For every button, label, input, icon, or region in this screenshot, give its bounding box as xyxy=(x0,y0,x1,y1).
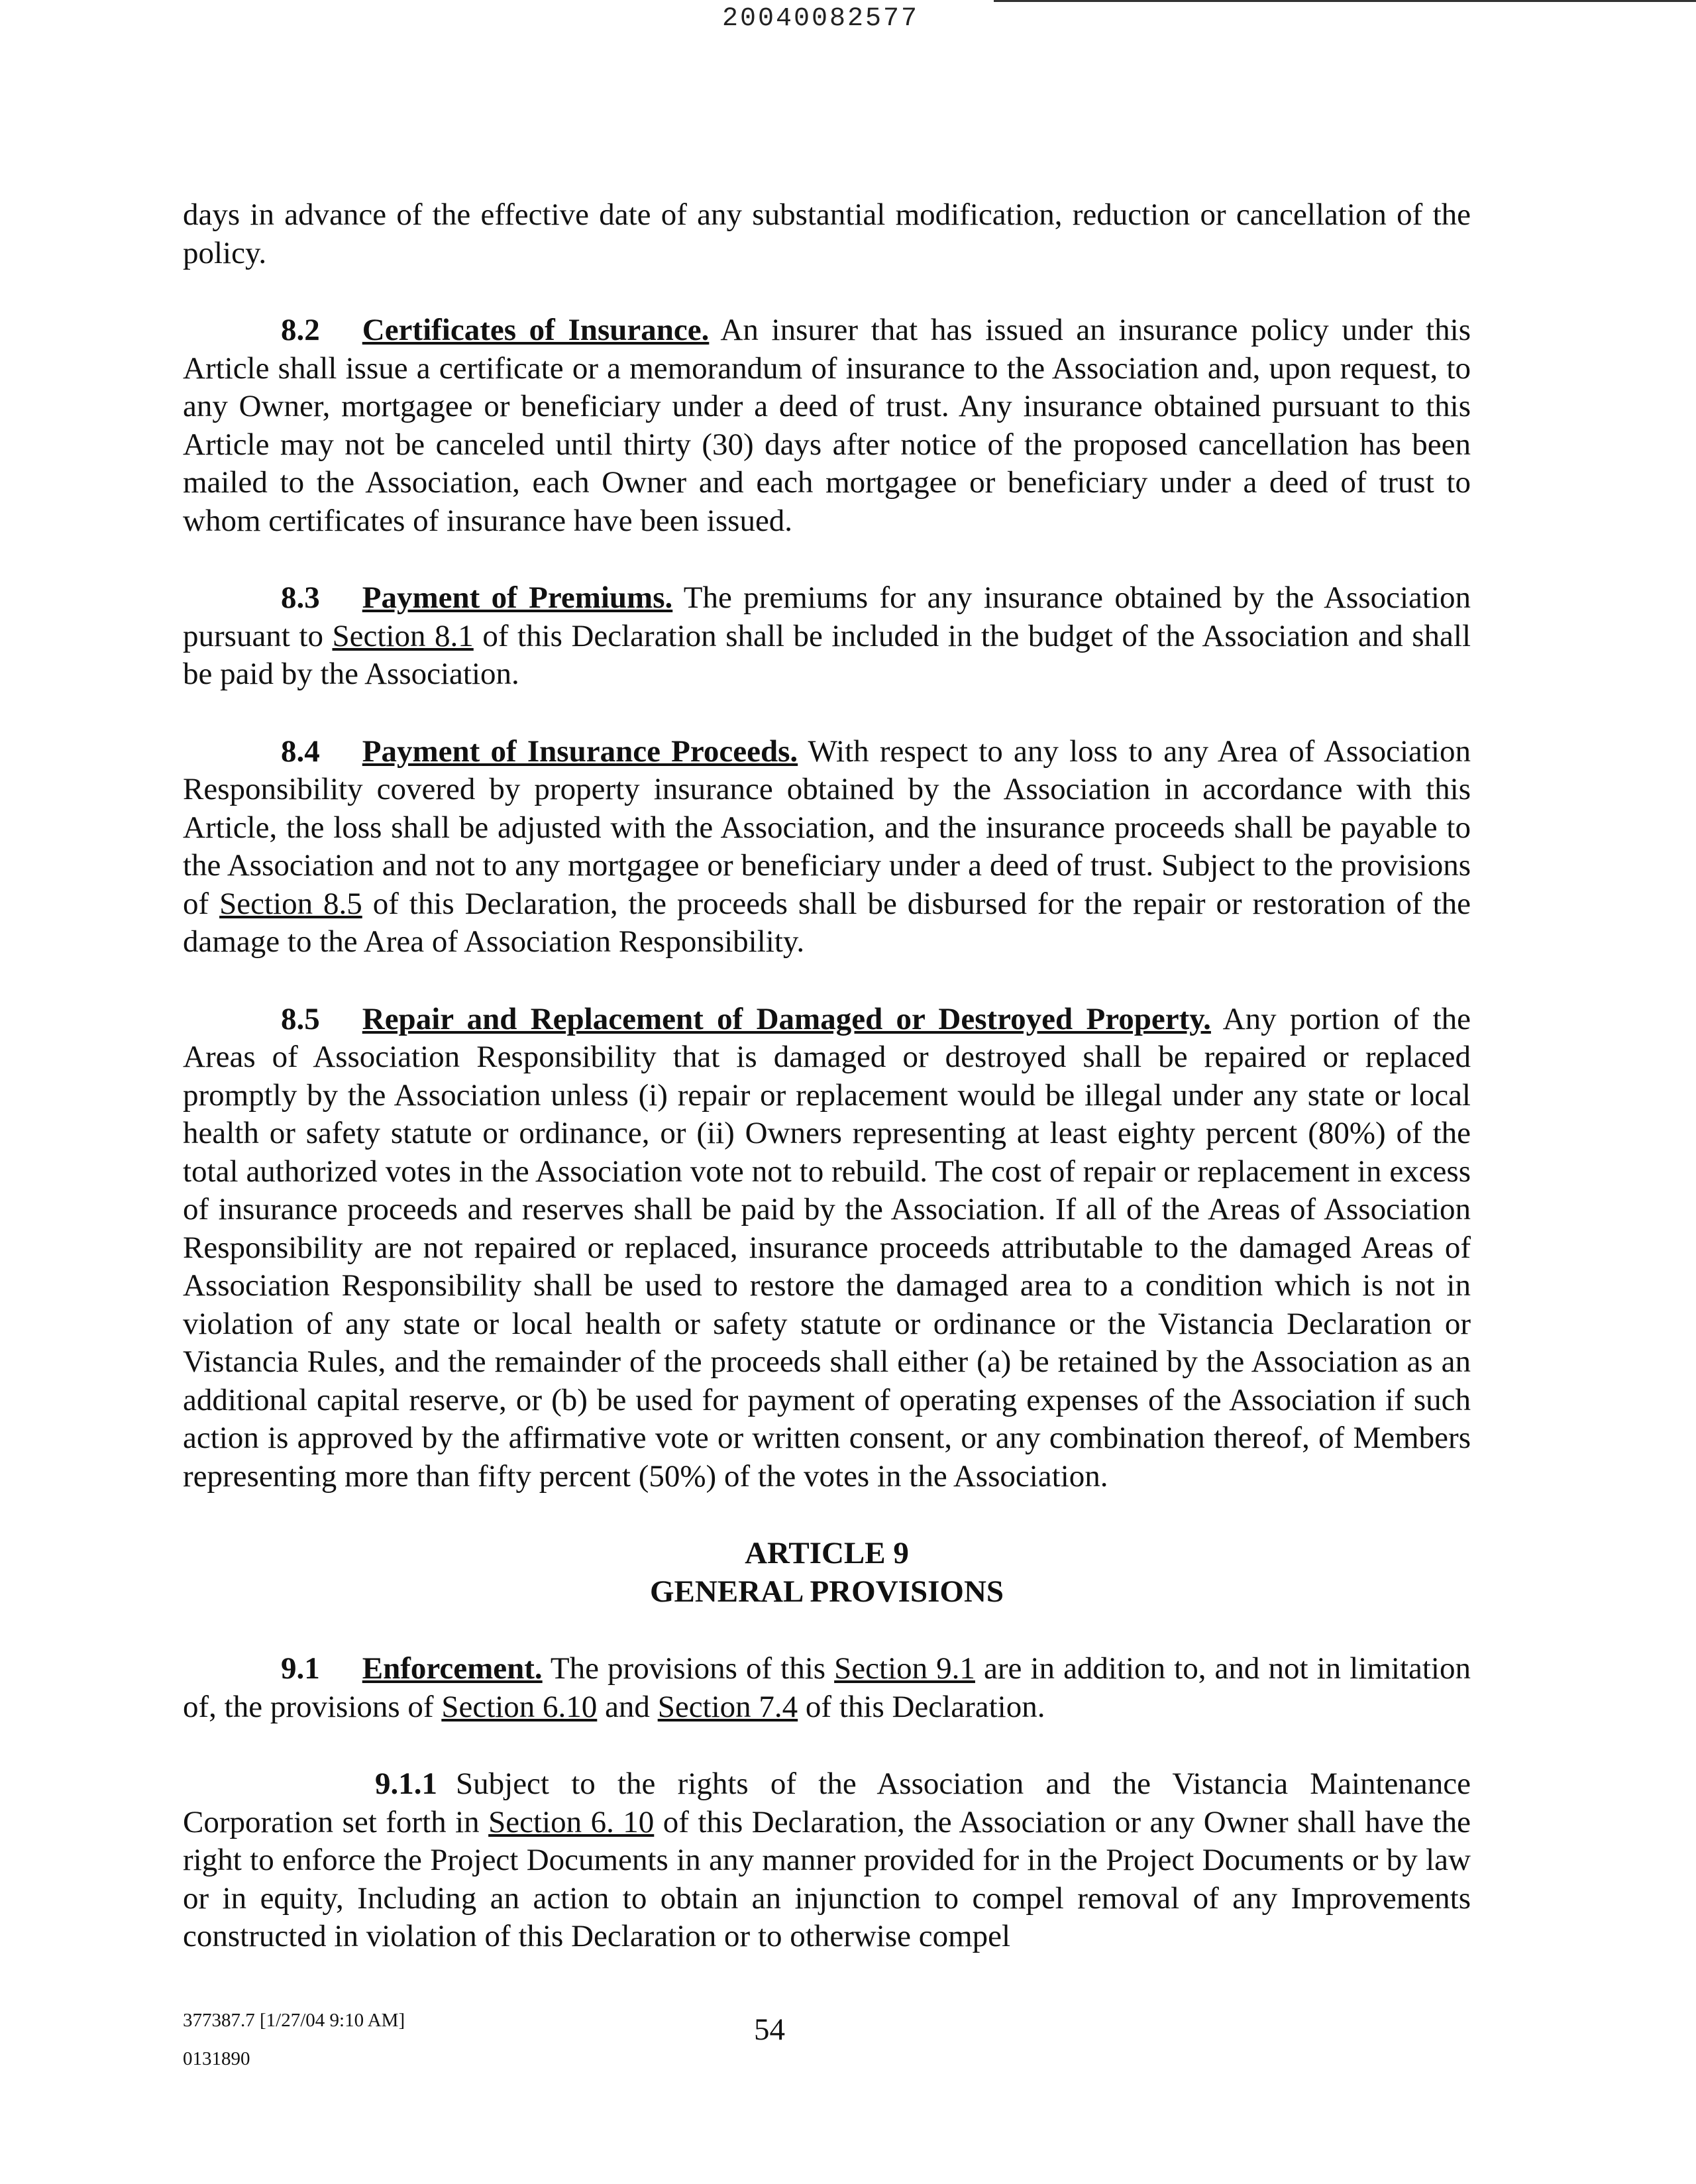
section-text: and xyxy=(597,1689,658,1724)
intro-paragraph: days in advance of the effective date of any substantial modification, reduction or cancellation of the policy. xyxy=(183,197,1471,270)
article-number: ARTICLE 9 xyxy=(745,1536,909,1570)
page-footer xyxy=(183,2001,405,2078)
section-text: of this Declaration, the proceeds shall be disbursed for the repair or restoration of the damage to the Area of Association Responsibility. xyxy=(183,886,1471,959)
section-number: 9.1.1 xyxy=(375,1767,437,1801)
section-9-1-1 xyxy=(183,1765,1471,1956)
section-number: 8.4 xyxy=(281,734,320,769)
section-8-2 xyxy=(183,311,1471,540)
section-number: 8.2 xyxy=(281,313,320,347)
section-text: The provisions of this xyxy=(542,1651,835,1686)
section-heading: Enforcement. xyxy=(362,1651,543,1686)
section-text: An insurer that has issued an insurance policy under this Article shall issue a certificate or a memorandum of insurance to the Association and, upon request, to any Owner, mortgagee or beneficiary under a deed of trust. Any insurance obtained pursuant to this Article may not be canceled until thirty (30) days after notice of the proposed cancellation has been mailed to the Association, each Owner and each mortgagee or beneficiary under a deed of trust to whom certificates of insurance have been issued. xyxy=(183,313,1471,538)
section-heading: Payment of Premiums. xyxy=(362,580,673,615)
section-text: of this Declaration shall be included in the budget of the Association and shall be paid by the Association. xyxy=(183,618,1471,691)
section-text: are in addition to, and not in limitation of, the provisions of xyxy=(183,1651,1471,1724)
article-title: GENERAL PROVISIONS xyxy=(649,1574,1004,1609)
section-number: 8.3 xyxy=(281,580,320,615)
document-number: 20040082577 xyxy=(722,4,920,34)
section-reference: Section 9.1 xyxy=(834,1651,975,1686)
section-reference: Section 6.10 xyxy=(441,1689,598,1724)
section-text: With respect to any loss to any Area of Association Responsibility covered by property insurance obtained by the Association in accordance with this Article, the loss shall be adjusted with the Association, and the insurance proceeds shall be payable to the Association and not to any mortgagee or beneficiary under a deed of trust. Subject to the provisions of xyxy=(183,734,1471,921)
section-reference: Section 6. 10 xyxy=(488,1804,655,1839)
section-reference: Section 8.1 xyxy=(332,618,474,653)
section-text: The premiums for any insurance obtained by the Association pursuant to xyxy=(183,580,1471,653)
section-text: Any portion of the Areas of Association Responsibility that is damaged or destroyed shall be repaired or replaced promptly by the Association unless (i) repair or replacement would be illegal under any state or local health or safety statute or ordinance, or (ii) Owners representing at least eighty percent (80%) of the total authorized votes in the Association vote not to rebuild. The cost of repair or replacement in excess of insurance proceeds and reserves shall be paid by the Association. If all of the Areas of Association Responsibility are not repaired or replaced, insurance proceeds attributable to the damaged Areas of Association Responsibility shall be used to restore the damaged area to a condition which is not in violation of any state or local health or safety statute or ordinance or the Vistancia Declaration or Vistancia Rules, and the remainder of the proceeds shall either (a) be retained by the Association as an additional capital reserve, or (b) be used for payment of operating expenses of the Association if such action is approved by the affirmative vote or written consent, or any combination thereof, of Members representing more than fifty percent (50%) of the votes in the Association. xyxy=(183,1001,1471,1494)
footer-doc-ref: 377387.7 [1/27/04 9:10 AM] xyxy=(183,2010,405,2031)
page-body xyxy=(183,196,1471,1956)
section-8-4 xyxy=(183,733,1471,961)
section-reference: Section 7.4 xyxy=(657,1689,798,1724)
section-number: 8.5 xyxy=(281,1001,320,1036)
article-heading xyxy=(183,1535,1471,1611)
page-number: 54 xyxy=(754,2012,785,2047)
section-heading: Certificates of Insurance. xyxy=(362,313,710,347)
section-text: of this Declaration. xyxy=(798,1689,1045,1724)
footer-client-number: 0131890 xyxy=(183,2048,250,2069)
section-reference: Section 8.5 xyxy=(219,886,362,921)
section-number: 9.1 xyxy=(281,1651,320,1686)
section-text: of this Declaration, the Association or any Owner shall have the right to enforce the Project Documents in any manner provided for in the Project Documents or by law or in equity, Including an action to obtain an injunction to compel removal of any Improvements constructed in violation of this Declaration or to otherwise compel xyxy=(183,1804,1471,1953)
section-text: Subject to the rights of the Association and the Vistancia Maintenance Corporation set forth in xyxy=(183,1767,1471,1839)
section-8-3 xyxy=(183,579,1471,694)
section-heading: Repair and Replacement of Damaged or Destroyed Property. xyxy=(362,1001,1211,1036)
section-9-1 xyxy=(183,1650,1471,1726)
top-rule xyxy=(994,0,1696,2)
section-heading: Payment of Insurance Proceeds. xyxy=(362,734,798,769)
section-8-5 xyxy=(183,1001,1471,1496)
